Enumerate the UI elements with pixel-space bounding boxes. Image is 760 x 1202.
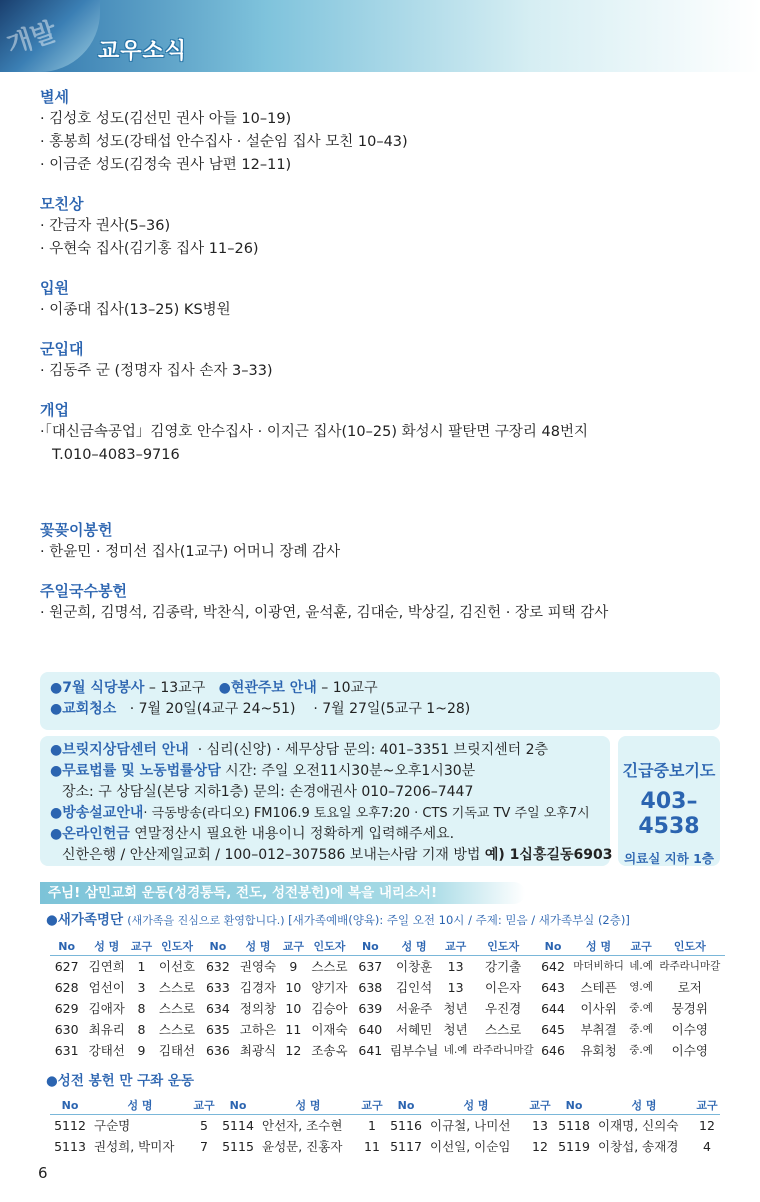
notice-opening xyxy=(40,399,730,467)
cell: 이창섭, 송재경 xyxy=(598,1139,679,1154)
cell: 서혜민 xyxy=(396,1022,433,1037)
cell: 12 xyxy=(285,1043,302,1058)
cell: 고하은 xyxy=(239,1022,277,1037)
cell: 부취결 xyxy=(580,1022,617,1037)
label-legal: 무료법률 및 노동법률상담 xyxy=(62,763,221,779)
notice-hospital xyxy=(40,277,730,322)
cell: 629 xyxy=(54,1001,79,1016)
col-guide: 인도자 xyxy=(470,938,536,956)
cell: 8 xyxy=(137,1001,146,1016)
col-no: No xyxy=(201,938,234,956)
table-row xyxy=(50,1136,720,1157)
cell: 638 xyxy=(358,980,383,995)
notice-noodles xyxy=(40,580,730,625)
cell: 5119 xyxy=(558,1139,590,1154)
cell: 김인석 xyxy=(396,980,433,995)
new-family-note: (새가족을 진심으로 환영합니다.) xyxy=(127,914,285,927)
col-no: No xyxy=(386,1097,426,1115)
cell: 중.예 xyxy=(629,1044,653,1056)
notice-line: · 한윤민 · 정미선 집사(1교구) 어머니 장례 감사 xyxy=(40,544,341,560)
cell: 646 xyxy=(541,1043,565,1058)
col-no: No xyxy=(354,938,387,956)
cell: 13 xyxy=(532,1118,548,1133)
cell: 로저 xyxy=(677,980,702,995)
text-bridge: · 심리(신앙) · 세무상담 문의: 401–3351 브릿지센터 2층 xyxy=(197,742,549,758)
col-district: 교구 xyxy=(694,1097,720,1115)
cell: 스테픈 xyxy=(580,980,617,995)
col-name: 성 명 xyxy=(235,938,282,956)
cell: 이선일, 이순임 xyxy=(430,1139,511,1154)
notice-line: · 이종대 집사(13–25) KS병원 xyxy=(40,302,231,318)
notice-title: 꽃꽂이봉헌 xyxy=(40,521,113,539)
cell: 641 xyxy=(358,1043,383,1058)
service-row-1 xyxy=(50,678,720,699)
cell: 이재명, 신의숙 xyxy=(598,1118,679,1133)
col-name: 성 명 xyxy=(83,938,130,956)
table-row xyxy=(50,1019,725,1040)
cell: 636 xyxy=(205,1043,230,1058)
notice-line: · 이금준 성도(김정숙 권사 남편 12–11) xyxy=(40,157,292,173)
cell: 627 xyxy=(54,959,79,974)
cell: 5116 xyxy=(390,1118,422,1133)
new-family-title: 새가족명단 xyxy=(57,912,123,928)
notice-line: · 홍봉희 성도(강태섭 안수집사 · 설순임 집사 모친 10–43) xyxy=(40,134,408,150)
cell: 5113 xyxy=(54,1139,86,1154)
notice-line: T.010–4083–9716 xyxy=(52,447,180,463)
col-no: No xyxy=(50,1097,90,1115)
label-online: 온라인헌금 xyxy=(62,826,130,842)
text-legal: 시간: 주일 오전11시30분~오후1시30분 xyxy=(220,763,476,779)
cell: 9 xyxy=(137,1043,146,1058)
info-line-bank xyxy=(50,845,613,866)
table-row xyxy=(50,977,725,998)
col-no: No xyxy=(536,938,569,956)
bullet-icon: ● xyxy=(218,680,231,696)
cell: 네.예 xyxy=(443,1044,468,1056)
header-photo-text: 개발 xyxy=(3,16,61,61)
cell: 김승아 xyxy=(311,1001,348,1016)
col-district: 교구 xyxy=(281,938,305,956)
cell: 영.예 xyxy=(629,981,653,993)
value-entrance-guide: – 10교구 xyxy=(316,680,378,696)
cell: 639 xyxy=(358,1001,383,1016)
table-row xyxy=(50,956,725,978)
col-name: 성 명 xyxy=(570,938,628,956)
text-bank-example: 예) 1십홍길동6903 xyxy=(484,847,613,863)
cell: 637 xyxy=(358,959,383,974)
table-row xyxy=(50,998,725,1019)
new-family-meta: [새가족예배(양육): 주일 오전 10시 / 주제: 믿음 / 새가족부실 (2층)] xyxy=(284,913,630,927)
label-kitchen-service: 7월 식당봉사 xyxy=(62,680,145,696)
cell: 중.예 xyxy=(629,1023,653,1035)
page-number: 6 xyxy=(38,1164,48,1182)
notice-title: 주일국수봉헌 xyxy=(40,582,127,600)
info-line-bridge xyxy=(50,740,610,761)
cell: 이창훈 xyxy=(396,959,433,974)
cell: 632 xyxy=(205,959,230,974)
cell: 5112 xyxy=(54,1118,86,1133)
cell: 림부수닐 xyxy=(389,1043,439,1058)
urgent-phone: 403–4538 xyxy=(638,789,700,839)
cell: 13 xyxy=(447,980,464,995)
notice-line: · 간금자 권사(5–36) xyxy=(40,218,171,234)
service-schedule-box xyxy=(40,672,720,730)
value-cleaning-2: · 7월 27일(5교구 1~28) xyxy=(313,701,471,717)
bullet-icon: ● xyxy=(46,912,58,928)
info-line-online xyxy=(50,824,610,845)
cell: 네.예 xyxy=(629,960,653,972)
notice-mother-death xyxy=(40,193,730,261)
temple-heading xyxy=(46,1071,194,1091)
cell: 1 xyxy=(137,959,146,974)
notice-title: 군입대 xyxy=(40,340,84,358)
cell: 스스로 xyxy=(158,1001,196,1016)
cell: 강기출 xyxy=(485,959,522,974)
cell: 김태선 xyxy=(158,1043,196,1058)
col-district: 교구 xyxy=(526,1097,554,1115)
notice-title: 개업 xyxy=(40,401,69,419)
cell: 이사위 xyxy=(580,1001,617,1016)
notices-list xyxy=(40,86,730,641)
info-line-legal xyxy=(50,761,610,782)
label-entrance-guide: 현관주보 안내 xyxy=(230,680,317,696)
notice-title: 모친상 xyxy=(40,195,84,213)
cell: 5118 xyxy=(558,1118,590,1133)
cell: 최유리 xyxy=(88,1022,125,1037)
notice-line: ·「대신금속공업」김영호 안수집사 · 이지근 집사(10–25) 화성시 팔탄면 구장리 48번지 xyxy=(40,424,588,440)
cell: 5 xyxy=(200,1118,208,1133)
cell: 631 xyxy=(54,1043,79,1058)
col-name: 성 명 xyxy=(258,1097,358,1115)
cell: 633 xyxy=(205,980,230,995)
notice-military xyxy=(40,338,730,383)
info-box xyxy=(40,736,613,866)
text-online: 연말정산시 필요한 내용이니 정확하게 입력해주세요. xyxy=(129,826,455,842)
cell: 634 xyxy=(205,1001,230,1016)
cell: 권영숙 xyxy=(239,959,277,974)
cell: 김경자 xyxy=(239,980,277,995)
label-bridge: 브릿지상담센터 안내 xyxy=(62,742,189,758)
cell: 11 xyxy=(285,1022,302,1037)
prayer-banner: 주님! 삼민교회 운동(성경통독, 전도, 성전봉헌)에 복을 내리소서! xyxy=(40,882,525,904)
cell: 10 xyxy=(285,1001,302,1016)
col-guide: 인도자 xyxy=(305,938,353,956)
col-name: 성 명 xyxy=(90,1097,190,1115)
table-row xyxy=(50,1115,720,1137)
notice-flowers xyxy=(40,519,730,564)
cell: 양기자 xyxy=(311,980,348,995)
col-no: No xyxy=(50,938,83,956)
cell: 강태선 xyxy=(88,1043,125,1058)
bullet-icon: ● xyxy=(50,763,63,779)
urgent-prayer-box xyxy=(618,736,720,866)
col-name: 성 명 xyxy=(594,1097,694,1115)
temple-table xyxy=(50,1097,720,1157)
new-family-heading xyxy=(46,910,630,931)
cell: 이선호 xyxy=(158,959,196,974)
table-header-row xyxy=(50,938,725,956)
cell: 엄선이 xyxy=(88,980,125,995)
cell: 김애자 xyxy=(88,1001,125,1016)
notice-title: 별세 xyxy=(40,88,69,106)
cell: 이재숙 xyxy=(311,1022,348,1037)
text-bank: 신한은행 / 안산제일교회 / 100–012–307586 보내는사람 기재 방법 xyxy=(62,847,485,863)
text-broadcast: · 극동방송(라디오) FM106.9 토요일 오후7:20 · CTS 기독교 TV 주일 오후7시 xyxy=(143,806,590,821)
col-guide: 인도자 xyxy=(153,938,201,956)
label-broadcast: 방송설교안내 xyxy=(62,805,144,821)
info-line-legal-place: 장소: 구 상담실(본당 지하1층) 문의: 손경애권사 010–7206–7447 xyxy=(62,784,474,800)
cell: 이수영 xyxy=(671,1043,708,1058)
cell: 5115 xyxy=(222,1139,254,1154)
label-cleaning: 교회청소 xyxy=(62,701,117,717)
col-district: 교구 xyxy=(441,938,470,956)
bullet-icon: ● xyxy=(50,742,63,758)
cell: 12 xyxy=(699,1118,715,1133)
cell: 3 xyxy=(137,980,146,995)
cell: 5114 xyxy=(222,1118,254,1133)
cell: 644 xyxy=(541,1001,565,1016)
bullet-icon: ● xyxy=(50,826,63,842)
col-district: 교구 xyxy=(358,1097,386,1115)
bullet-icon: ● xyxy=(50,805,63,821)
cell: 조송옥 xyxy=(311,1043,348,1058)
cell: 1 xyxy=(368,1118,376,1133)
bullet-icon: ● xyxy=(50,680,63,696)
cell: 라주라니마갈 xyxy=(659,960,721,972)
cell: 630 xyxy=(54,1022,79,1037)
urgent-room: 의료실 지하 1층 xyxy=(624,851,714,866)
cell: 스스로 xyxy=(311,959,348,974)
service-row-2 xyxy=(50,699,720,720)
cell: 이은자 xyxy=(485,980,522,995)
cell: 유회청 xyxy=(580,1043,617,1058)
col-name: 성 명 xyxy=(426,1097,526,1115)
col-district: 교구 xyxy=(130,938,153,956)
value-kitchen-service: – 13교구 xyxy=(144,680,206,696)
cell: 642 xyxy=(541,959,565,974)
cell: 628 xyxy=(54,980,79,995)
cell: 중.예 xyxy=(629,1002,653,1014)
cell: 643 xyxy=(541,980,565,995)
cell: 640 xyxy=(358,1022,383,1037)
cell: 스스로 xyxy=(158,980,196,995)
col-name: 성 명 xyxy=(387,938,441,956)
cell: 7 xyxy=(200,1139,208,1154)
cell: 8 xyxy=(137,1022,146,1037)
cell: 안선자, 조수현 xyxy=(262,1118,343,1133)
cell: 9 xyxy=(289,959,298,974)
cell: 김연희 xyxy=(88,959,125,974)
cell: 구순명 xyxy=(94,1118,131,1133)
cell: 마더비하디 xyxy=(573,960,624,972)
col-district: 교구 xyxy=(628,938,655,956)
cell: 서윤주 xyxy=(396,1001,433,1016)
temple-title: 성전 봉헌 만 구좌 운동 xyxy=(57,1073,194,1089)
page-header xyxy=(0,0,760,72)
cell: 권성희, 박미자 xyxy=(94,1139,175,1154)
cell: 10 xyxy=(285,980,302,995)
cell: 스스로 xyxy=(158,1022,196,1037)
cell: 뭉경위 xyxy=(671,1001,708,1016)
cell: 635 xyxy=(205,1022,230,1037)
bullet-icon: ● xyxy=(46,1073,58,1089)
notice-bereavement xyxy=(40,86,730,177)
notice-line: · 김동주 군 (정명자 집사 손자 3–33) xyxy=(40,363,273,379)
notice-title: 입원 xyxy=(40,279,69,297)
col-no: No xyxy=(554,1097,594,1115)
notice-line: · 원군희, 김명석, 김종락, 박찬식, 이광연, 윤석훈, 김대순, 박상길, 김진헌 · 장로 피택 감사 xyxy=(40,605,609,621)
cell: 이규철, 나미선 xyxy=(430,1118,511,1133)
col-no: No xyxy=(218,1097,258,1115)
cell: 13 xyxy=(447,959,464,974)
bullet-icon: ● xyxy=(50,701,63,717)
value-cleaning-1: · 7월 20일(4교구 24~51) xyxy=(129,701,296,717)
cell: 청년 xyxy=(443,1001,468,1016)
header-photo xyxy=(0,0,100,72)
cell: 정의창 xyxy=(239,1001,277,1016)
urgent-title: 긴급중보기도 xyxy=(622,761,716,780)
cell: 청년 xyxy=(443,1022,468,1037)
notice-line: · 김성호 성도(김선민 권사 아들 10–19) xyxy=(40,111,292,127)
cell: 스스로 xyxy=(485,1022,522,1037)
cell: 윤성문, 진홍자 xyxy=(262,1139,343,1154)
cell: 5117 xyxy=(390,1139,422,1154)
cell: 최광식 xyxy=(239,1043,277,1058)
page-title: 교우소식 xyxy=(98,39,188,64)
cell: 11 xyxy=(364,1139,380,1154)
table-header-row xyxy=(50,1097,720,1115)
notice-line: · 우현숙 집사(김기홍 집사 11–26) xyxy=(40,241,259,257)
col-district: 교구 xyxy=(190,1097,218,1115)
info-line-broadcast xyxy=(50,803,610,824)
col-guide: 인도자 xyxy=(655,938,725,956)
new-family-table xyxy=(50,938,725,1061)
cell: 12 xyxy=(532,1139,548,1154)
cell: 이수영 xyxy=(671,1022,708,1037)
cell: 우진경 xyxy=(485,1001,522,1016)
cell: 4 xyxy=(703,1139,711,1154)
cell: 라주라니마갈 xyxy=(472,1044,534,1056)
cell: 645 xyxy=(541,1022,565,1037)
table-row xyxy=(50,1040,725,1061)
